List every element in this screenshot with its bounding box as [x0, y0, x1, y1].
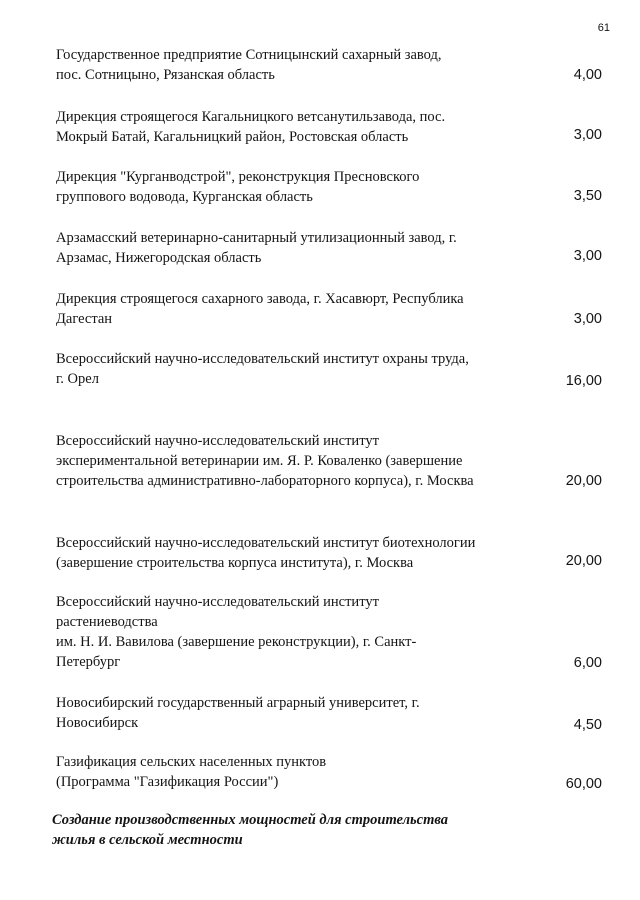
list-item	[56, 45, 616, 85]
page-number: 61	[597, 22, 610, 34]
entry-amount: 6,00	[573, 655, 602, 671]
entry-amount: 3,00	[573, 311, 602, 327]
entry-text: Дирекция строящегося сахарного завода, г. Хасавюрт, Республика Дагестан	[56, 291, 464, 327]
entry-amount: 60,00	[565, 776, 602, 792]
entry-text: Всероссийский научно-исследовательский институт растениеводства им. Н. И. Вавилова (завершение реконструкции), г. Санкт- Петербург	[56, 594, 417, 670]
entry-amount: 4,00	[573, 67, 602, 83]
entry-text: Всероссийский научно-исследовательский институт биотехнологии (завершение строительства корпуса института), г. Москва	[56, 535, 476, 571]
list-item	[56, 228, 616, 268]
entry-amount: 16,00	[565, 373, 602, 389]
entry-text: Арзамасский ветеринарно-санитарный утилизационный завод, г. Арзамас, Нижегородская область	[56, 230, 457, 266]
entry-amount: 4,50	[573, 717, 602, 733]
list-item	[56, 431, 616, 491]
entry-amount: 3,00	[573, 127, 602, 143]
entry-text: Газификация сельских населенных пунктов (Программа "Газификация России")	[56, 754, 327, 790]
entry-amount: 20,00	[565, 553, 602, 569]
entry-text: Дирекция "Курганводстрой", реконструкция Пресновского группового водовода, Курганская область	[56, 169, 420, 205]
entry-amount: 3,50	[573, 188, 602, 204]
list-item	[56, 349, 616, 389]
list-item	[56, 107, 616, 147]
list-item	[56, 693, 616, 733]
entry-text: Всероссийский научно-исследовательский институт охраны труда, г. Орел	[56, 351, 469, 387]
entry-amount: 20,00	[565, 473, 602, 489]
list-item	[56, 752, 616, 792]
list-item	[56, 167, 616, 207]
entry-text: Государственное предприятие Сотницынский сахарный завод, пос. Сотницыно, Рязанская область	[56, 47, 442, 83]
section-heading: Создание производственных мощностей для строительства жилья в сельской местности	[52, 812, 449, 848]
entry-text: Новосибирский государственный аграрный университет, г. Новосибирск	[56, 695, 420, 731]
entry-text: Дирекция строящегося Кагальницкого ветсанутильзавода, пос. Мокрый Батай, Кагальницкий район, Ростовская область	[56, 109, 446, 145]
list-item	[56, 289, 616, 329]
list-item	[56, 592, 616, 672]
list-item	[56, 533, 616, 573]
entry-text: Всероссийский научно-исследовательский институт экспериментальной ветеринарии им. Я. Р. Коваленко (завершение строительства административно-лабораторного корпуса), г. Москва	[56, 433, 474, 489]
entry-amount: 3,00	[573, 248, 602, 264]
